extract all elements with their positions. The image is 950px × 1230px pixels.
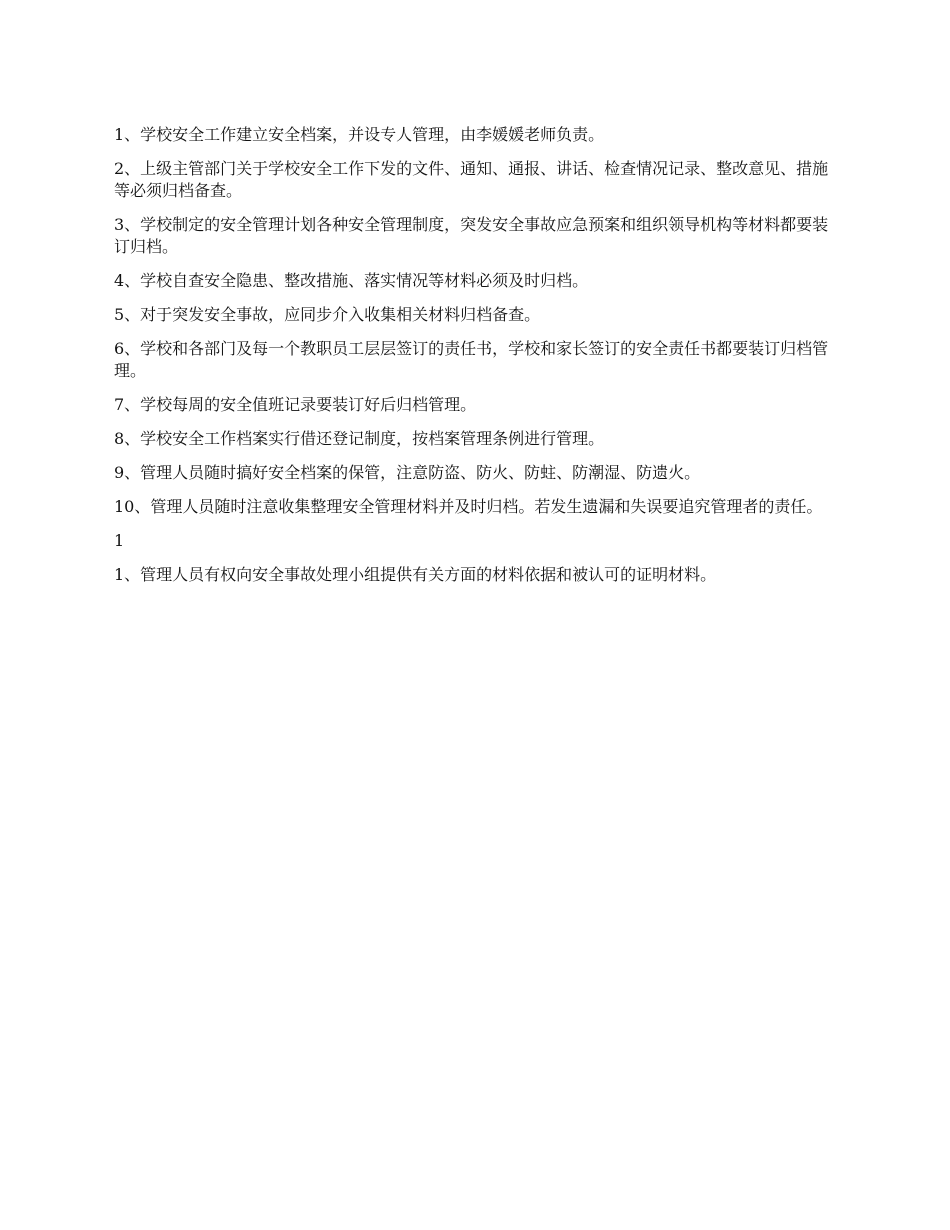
paragraph-6: 6、学校和各部门及每一个教职员工层层签订的责任书，学校和家长签订的安全责任书都要装订归档管理。 <box>114 339 829 380</box>
paragraph-5: 5、对于突发安全事故，应同步介入收集相关材料归档备查。 <box>114 305 541 324</box>
paragraph-4: 4、学校自查安全隐患、整改措施、落实情况等材料必须及时归档。 <box>114 271 589 290</box>
paragraph-7: 7、学校每周的安全值班记录要装订好后归档管理。 <box>114 395 477 414</box>
paragraph-3: 3、学校制定的安全管理计划各种安全管理制度，突发安全事故应急预案和组织领导机构等材料都要装订归档。 <box>114 215 829 256</box>
paragraph-11: 1、管理人员有权向安全事故处理小组提供有关方面的材料依据和被认可的证明材料。 <box>114 565 717 584</box>
paragraph-8: 8、学校安全工作档案实行借还登记制度，按档案管理条例进行管理。 <box>114 429 605 448</box>
paragraph-2: 2、上级主管部门关于学校安全工作下发的文件、通知、通报、讲话、检查情况记录、整改意见、措施等必须归档备查。 <box>114 159 829 200</box>
paragraph-10: 10、管理人员随时注意收集整理安全管理材料并及时归档。若发生遗漏和失误要追究管理者的责任。 <box>114 497 823 516</box>
document-body <box>114 124 836 598</box>
paragraph-1: 1、学校安全工作建立安全档案，并设专人管理，由李媛媛老师负责。 <box>114 125 605 144</box>
paragraph-9: 9、管理人员随时搞好安全档案的保管，注意防盗、防火、防蛀、防潮湿、防遗火。 <box>114 463 701 482</box>
section-number: 1 <box>114 531 125 550</box>
